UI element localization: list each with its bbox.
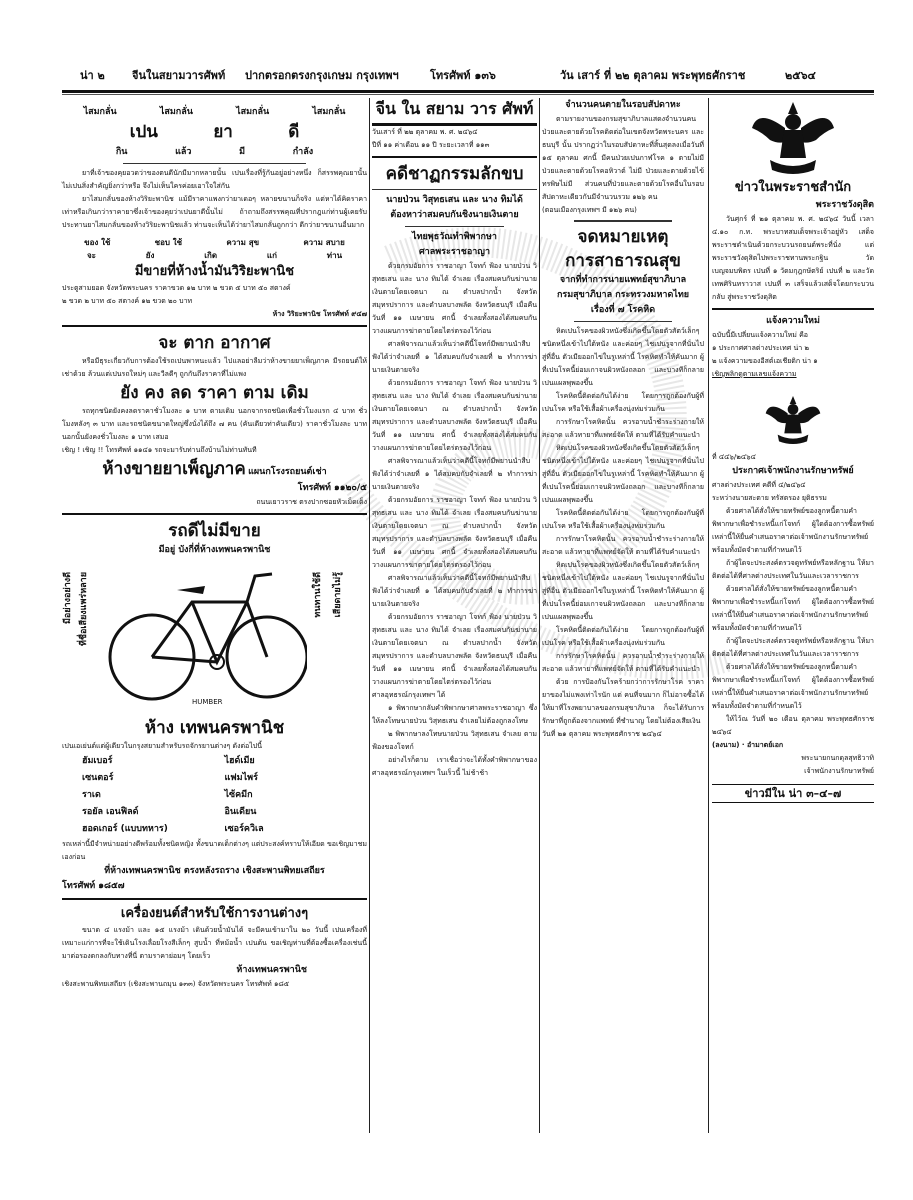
brand-item: ไฮด์เมีย bbox=[224, 756, 255, 766]
notice-title: การสาธารณสุข bbox=[565, 251, 681, 271]
column-divider bbox=[708, 98, 709, 1133]
notice-body: หิดเปนโรคของผิวหนังซึ่งเกิดขึ้นโดยตัวสัตว์เล็กๆ ชนิดหนึ่งเข้าไปใต้หนัง และค่อยๆ ไชเปนรูจากที่นั่นไปสู่ที่อื่น ตัวเมียออกไข่ในรูเหล่านี้ โรคหิดทำให้คันมาก ผู้ที่เปนโรคนี้ย่อมเกาจนผิวหนังถลอก และบางทีก็กลายเปนแผลพุพองขึ้น bbox=[542, 561, 704, 621]
stats-note: (ตอนเมืองกรุงเทพฯ มี ๑๒๖ คน) bbox=[542, 206, 637, 214]
brand-list bbox=[62, 753, 367, 838]
ad-vertical-text: ทนทานใช้ดี bbox=[313, 572, 323, 618]
brand-item: เซอร์ควิเล bbox=[224, 824, 264, 834]
article-body: ด้วยกรมอัยการ ราชอาญา โจทก์ ฟ้อง นายป่วน วิสุทธเสน และ นาง ทิมได้ จำเลย เรื่องสมคบกันฆ่านายเงินตายโดยเจตนา ณ ตำบลปากน้ำ จังหวัดสมุทรปราการ และตำบลบางพลัด จังหวัดธนบุรี เมื่อคืนวันที่ ๑๑ เมษายน ศกนี้ จำเลยทั้งสองได้สมคบกันวางแผนการฆ่าตายโดยไตร่ตรองไว้ก่อน bbox=[372, 379, 537, 452]
article-body: ด้วยกรมอัยการ ราชอาญา โจทก์ ฟ้อง นายป่วน วิสุทธเสน และ นาง ทิมได้ จำเลย เรื่องสมคบกันฆ่านายเงินตายโดยเจตนา ณ ตำบลปากน้ำ จังหวัดสมุทรปราการ และตำบลบางพลัด จังหวัดธนบุรี เมื่อคืนวันที่ ๑๑ เมษายน ศกนี้ จำเลยทั้งสองได้สมคบกันวางแผนการฆ่าตายโดยไตร่ตรองไว้ก่อน bbox=[372, 613, 537, 686]
ad-headline: เครื่องยนต์สำหรับใช้การงานต่างๆ bbox=[120, 906, 309, 921]
ad-subline-word: แล้ว bbox=[175, 147, 192, 157]
ad-intro: เปนเอเย่นต์แต่ผู้เดียวในกรุงสยามสำหรับรถจักรยานต่างๆ ดังต่อไปนี้ bbox=[62, 742, 262, 750]
ad-bicycle bbox=[62, 519, 367, 894]
notice-source: กรมสุขาภิบาล กระทรวงมหาดไทย bbox=[556, 290, 690, 300]
article-subhead: นายป่วน วิสุทธเสน และ นาง ทิมได้ bbox=[386, 195, 523, 205]
notice-body: ฉบับนี้มีเปลี่ยนแจ้งความใหม่ คือ bbox=[712, 331, 809, 339]
column-divider bbox=[369, 98, 370, 1133]
ad-somklan-medicine bbox=[62, 104, 367, 321]
ad-car-rental bbox=[62, 331, 367, 509]
ad-headline: รถดีไม่มีขาย bbox=[168, 521, 261, 541]
royal-news-body: วันศุกร์ ที่ ๒๑ ตุลาคม พ. ศ. ๒๔๖๔ วันนี้ เวลา ๔.๑๐ ก.ท. พระบาทสมเด็จพระเจ้าอยู่หัว เสด็จพระราชดำเนินด้วยกระบวนรถยนต์พระที่นั่ง แต่พระราชวังดุสิตไปพระราชทานพระกฐิน วัดเบญจมบพิตร เปนที่ ๑ วัดมกุฎกษัตริย์ เปนที่ ๒ และวัดเทพศิรินทราวาส เปนที่ ๓ เสร็จแล้วเสด็จโดยกระบวนกลับ สู่พระราชวังดุสิต bbox=[712, 215, 874, 301]
ad-address: ถนนเยาวราช ตรงปากซอยหัวเม็ดเต็ง bbox=[256, 498, 367, 506]
ad-contact: เชิญ ! เชิญ !! โทรศัพท์ ๑๑๔๑ รถจะมารับท่านถึงบ้านไม่ท่านทันที bbox=[62, 446, 257, 454]
ad-company: ห้างเทพนครพานิช bbox=[236, 965, 307, 975]
garuda-emblem-icon bbox=[748, 98, 838, 178]
ad-grid-cell: ความ สุข bbox=[226, 238, 260, 247]
article-subhead: ศาลพระราชอาญา bbox=[418, 247, 491, 257]
article-body: ด้วยกรมอัยการ ราชอาญา โจทก์ ฟ้อง นายป่วน วิสุทธเสน และ นาง ทิมได้ จำเลย เรื่องสมคบกันฆ่านายเงินตายโดยเจตนา ณ ตำบลปากน้ำ จังหวัดสมุทรปราการ และตำบลบางพลัด จังหวัดธนบุรี เมื่อคืนวันที่ ๑๑ เมษายน ศกนี้ จำเลยทั้งสองได้สมคบกันวางแผนการฆ่าตายโดยไตร่ตรองไว้ก่อน bbox=[372, 262, 537, 335]
decree-parties: ระหว่างนายสะตาย ทรัสตรอง ยุติธรรม bbox=[712, 494, 827, 502]
ad-headline: จะ ตาก อากาศ bbox=[158, 333, 271, 353]
notice-title: แจ้งความใหม่ bbox=[766, 316, 820, 326]
ad-phone: โทรศัพท์ ๑๘๕๗ bbox=[62, 881, 125, 891]
decree-signer-title: เจ้าพนักงานรักษาทรัพย์ bbox=[804, 767, 874, 775]
decree-body: ด้วยศาลได้สั่งให้ขายทรัพย์ของลูกหนี้ตามคำพิพากษาเพื่อชำระหนี้แก่โจทก์ ผู้ใดต้องการซื้อทรัพย์เหล่านี้ให้ยื่นคำเสนอราคาต่อเจ้าพนักงานรักษาทรัพย์ พร้อมทั้งมัดจำตามที่กำหนดไว้ bbox=[712, 585, 874, 632]
decree-court: ศาลต่างประเทศ คดีที่ ๔/๒๔๖๔ bbox=[712, 481, 806, 489]
ad-grid-cell: ชอบ ใช้ bbox=[154, 238, 183, 247]
notice-item: เชิญพลิกดูตามเลขแจ้งความ bbox=[712, 370, 797, 378]
issue-info: ปีที่ ๑๑ ค่าเดือน ๑๑ ปี ระยะเวลาที่ ๑๑๓ bbox=[372, 141, 490, 149]
ad-company: ห้าง เทพนครพานิช bbox=[144, 718, 285, 738]
ad-headline-word: ยา bbox=[213, 122, 233, 142]
column-court-news bbox=[372, 98, 537, 780]
ad-phone: โทรศัพท์ ๑๑๒๐/๕ bbox=[297, 483, 367, 493]
garuda-emblem-icon bbox=[763, 389, 823, 451]
decree-signed: (ลงนาม) · อำมาตย์เอก bbox=[712, 741, 784, 749]
paper-masthead: จีน ใน สยาม วาร ศัพท์ bbox=[372, 98, 537, 126]
ad-price: ประตูสามยอด จังหวัดพระนคร ราคาขวด ๑๒ บาท ๒ ขวด ๕ บาท ๕๐ สตางค์ bbox=[62, 284, 291, 292]
ad-brand-label: ไสมกลั่น bbox=[83, 107, 117, 117]
article-subhead: ไทยพุธวัณทำพิพากษา bbox=[412, 232, 497, 242]
bicycle-illustration-icon bbox=[107, 562, 307, 707]
stats-body: ตามรายงานของกรมสุขาภิบาลแสดงจำนวนคนป่วยและตายด้วยโรคติดต่อในเขตจังหวัดพระนคร และธนบุรี นั้น ปรากฏว่าในรอบสัปดาหะที่สิ้นสุดลงเมื่อวันที่ ๑๕ ตุลาคม ศกนี้ มีคนป่วยเปนกาฬโรค ๑ ตายไม่มี ป่วยและตายด้วยโรคอหิวาต์ ไม่มี ป่วยและตายด้วยไข้ทรพิษไม่มี ส่วนคนที่ป่วยและตายด้วยโรคอื่นในรอบสัปดาหะเดียวกันมีจำนวนรวม ๑๒๖ คน bbox=[542, 115, 704, 201]
article-body: ด้วยกรมอัยการ ราชอาญา โจทก์ ฟ้อง นายป่วน วิสุทธเสน และ นาง ทิมได้ จำเลย เรื่องสมคบกันฆ่านายเงินตายโดยเจตนา ณ ตำบลปากน้ำ จังหวัดสมุทรปราการ และตำบลบางพลัด จังหวัดธนบุรี เมื่อคืนวันที่ ๑๑ เมษายน ศกนี้ จำเลยทั้งสองได้สมคบกันวางแผนการฆ่าตายโดยไตร่ตรองไว้ก่อน bbox=[372, 496, 537, 569]
article-verdict-item: ๑ พิพากษากลับคำพิพากษาศาลพระราชอาญา ซึ่งให้ลงโทษนายป่วน วิสุทธเสน จำเลยไม่ต้องถูกลงโทษ bbox=[372, 704, 537, 725]
issue-info: วันเสาร์ ที่ ๒๒ ตุลาคม พ. ศ. ๒๔๖๔ bbox=[372, 128, 478, 136]
brand-item: แฟมไพร์ bbox=[224, 773, 258, 783]
continued-on-page: ข่าวมีใน น่า ๓–๔–๗ bbox=[712, 784, 874, 803]
ad-company-sub: แผนกโรงรถยนต์เช่า bbox=[248, 467, 327, 477]
notice-body: โรคหิดนี้ติดต่อกันได้ง่าย โดยการถูกต้องกับผู้ที่เปนโรค หรือใช้เสื้อผ้าเครื่องนุ่งห่มร่วมกัน bbox=[542, 392, 704, 413]
bicycle-brand-label: HUMBER bbox=[192, 698, 223, 706]
article-body: ศาลพิจารณาแล้วเห็นว่าคดีนี้โจทก์มีพยานนำสืบ ฟังได้ว่าจำเลยที่ ๑ ได้สมคบกับจำเลยที่ ๒ ทำการฆ่านายเงินตายจริง bbox=[372, 457, 537, 491]
article-verdict-item: ๒ พิพากษาลงโทษนายป่วน วิสุทธเสน จำเลย ตามฟ้องของโจทก์ bbox=[372, 730, 537, 751]
ad-grid-cell: จะ bbox=[86, 251, 96, 260]
brand-item: ไซ้คมีก bbox=[224, 790, 253, 800]
ad-address: ที่ห้างเทพนครพานิช ตรงหลังรถราง เชิงสะพานพิทยเสถียร bbox=[104, 866, 325, 876]
ad-grid-cell: ของ ใช้ bbox=[84, 238, 111, 247]
ad-seller: มีขายที่ห้างน้ำมันวิริยะพานิช bbox=[134, 264, 295, 279]
royal-news-title: ข่าวในพระราชสำนัก bbox=[734, 180, 852, 195]
paper-address: ปากตรอกตรงกรุงเกษม กรุงเทพฯ bbox=[245, 69, 399, 82]
paper-phone: โทรศัพท์ ๑๓๖ bbox=[430, 69, 496, 82]
page-number: น่า ๒ bbox=[80, 69, 105, 82]
ad-vertical-text: มีอย่างอย่างดี bbox=[63, 572, 73, 625]
notice-body: การรักษาโรคหิดนั้น ควรอาบน้ำชำระร่างกายให้สะอาด แล้วทายาที่แพทย์จัดให้ ตามที่ได้รับคำแนะนำ bbox=[542, 652, 704, 673]
article-closing: อย่างไรก็ตาม เราเชื่อว่าจะได้ทั้งคำพิพากษาของศาลอุทธรณ์กรุงเทพฯ ในเร็วนี้ ไม่ช้าช้า bbox=[372, 756, 537, 777]
column-royal-news bbox=[712, 98, 874, 803]
decree-closing: ให้ไว้ณ วันที่ ๒๐ เดือน ตุลาคม พระพุทธศักราช ๒๔๖๔ bbox=[712, 715, 874, 736]
brand-item: อินเดียน bbox=[224, 807, 257, 817]
ad-body: ยาไสมกลั่นของห้างวิริยะพานิช แม้มีราคาแพงกว่ายาเดอๆ หลายขนานก็จริง แต่หาได้คิดราคาเท่าหรือเกินกว่าราคายาซึ่งเจ้าของคุยว่าเปนยาดีนั้นไม่ ถ้าถามถึงสรรพคุณที่ปรากฎแก่ท่านผู้เคยรับประทานยาไสมกลั่นของห้างวิริยะพานิชแล้ว ท่านจะเห็นได้ว่ายาไสมกลั่นถูกกว่า ดีกว่ายาขนานอื่นมาก bbox=[62, 195, 367, 229]
notice-body: การรักษาโรคหิดนั้น ควรอาบน้ำชำระร่างกายให้สะอาด แล้วทายาที่แพทย์จัดให้ ตามที่ได้รับคำแนะนำ bbox=[542, 418, 704, 439]
ad-headline-word: ดี bbox=[288, 122, 300, 142]
ad-subline-word: กำลัง bbox=[292, 147, 314, 157]
ad-vertical-text: เสียดายไม่รู้ bbox=[333, 572, 343, 618]
ad-body: รถทุกชนิดยังคงลดราคาชั่วโมงละ ๑ บาท ตามเดิม นอกจากรถชนิดเพื่อชั่วโมงแรก ๔ บาท ชั่วโมงหลังๆ ๓ บาท และรถชนิดขนาดใหญ่ซึ่งนั่งได้ถึง ๗ คน (คันเดียวท่าคันเดียว) ราคาชั่วโมงละ บาท นอกนั้นยังคงชั่วโมงละ ๑ บาท เสมอ bbox=[62, 407, 367, 441]
ad-body: ขนาด ๔ แรงม้า และ ๑๕ แรงม้า เดินด้วยน้ำมันได้ จะมีคนเข้ามาใน ๒๐ วันนี้ เปนเครื่องที่เหมาะแก่การที่จะใช้เดินโรงเลื่อยโรงสีเล็กๆ สูบน้ำ ที่หม้อน้ำ เปนต้น ขอเชิญท่านที่ต้องซื้อเครื่องเช่นนี้ มาต่อรองตกลงกับทางที่นี่ ตามราคาย่อมๆ โดยเร็ว bbox=[62, 926, 367, 960]
decree-body: ถ้าผู้ใดจะประสงค์ตรวจดูทรัพย์หรือหลักฐาน ให้มาติดต่อได้ที่ศาลต่างประเทศในวันและเวลาราชการ bbox=[712, 559, 874, 580]
ad-company: ห้างขายยาเพ็ญภาค bbox=[102, 459, 246, 479]
ad-subhead: ยัง คง ลด ราคา ตาม เดิม bbox=[120, 383, 309, 403]
decree-body: ถ้าผู้ใดจะประสงค์ตรวจดูทรัพย์หรือหลักฐาน ให้มาติดต่อได้ที่ศาลต่างประเทศในวันและเวลาราชการ bbox=[712, 637, 874, 658]
ad-body: ยาที่เจ้าของคุยอวดว่าของตนดีนักมีมากหลายนั้น เปนเรื่องที่รู้กันอยู่อย่างหนึ่ง ก็สรรพคุณยานั้นไม่เปนสิ่งสำคัญยิ่งกว่าหรือ จึงไม่เห็นใครค่อยเอาใจใส่กัน bbox=[62, 169, 367, 190]
notice-closing: ด้วย การป้องกันโรคร้ายกว่าการรักษาโรค ราคายาของไม่แพงเท่าไรนัก แต่ คนที่จนมาก ก็ไม่อาจซื้อได้ ให้มาที่โรงพยาบาลของกรมสุขาภิบาล ก็จะได้รับการรักษาที่ถูกต้องจากแพทย์ ที่ชำนาญ โดยไม่ต้องเสียเงิน bbox=[542, 678, 704, 725]
ad-brand-label: ไสมกลั่น bbox=[312, 107, 346, 117]
ad-body: หรือมีธุระเกี่ยวกับการต้องใช้รถเปนพาหนะแล้ว ไปแลอย่าลืมว่าห้างขายยาเพ็ญภาค มีรถยนต์ให้เช่าด้วย ล้วนแต่เปนรถใหม่ๆ และวีลดีๆ ถูกกันถึงราคาที่ไม่แพง bbox=[62, 357, 367, 378]
ad-grid-cell: เกิด bbox=[204, 251, 218, 260]
ad-price: ๒ ขวด ๒ บาท ๕๐ สตางค์ ๑๒ ขวด ๒๐ บาท bbox=[62, 297, 193, 305]
column-public-health bbox=[542, 98, 704, 741]
issue-year: ๒๕๖๔ bbox=[785, 69, 816, 82]
notice-body: หิดเปนโรคของผิวหนังซึ่งเกิดขึ้นโดยตัวสัตว์เล็กๆ ชนิดหนึ่งเข้าไปใต้หนัง และค่อยๆ ไชเปนรูจากที่นั่นไปสู่ที่อื่น ตัวเมียออกไข่ในรูเหล่านี้ โรคหิดทำให้คันมาก ผู้ที่เปนโรคนี้ย่อมเกาจนผิวหนังถลอก และบางทีก็กลายเปนแผลพุพองขึ้น bbox=[542, 327, 704, 387]
ad-subhead: มีอยู่ บังกี่ที่ห้างเทพนครพานิช bbox=[158, 545, 271, 555]
notice-body: การรักษาโรคหิดนั้น ควรอาบน้ำชำระร่างกายให้สะอาด แล้วทายาที่แพทย์จัดให้ ตามที่ได้รับคำแนะนำ bbox=[542, 535, 704, 556]
brand-item: ราเด bbox=[82, 790, 101, 800]
header-rule-thin bbox=[62, 94, 874, 95]
paper-name: จีนในสยามวารศัพท์ bbox=[132, 69, 226, 82]
ad-brand-label: ไสมกลั่น bbox=[236, 107, 270, 117]
notice-body: โรคหิดนี้ติดต่อกันได้ง่าย โดยการถูกต้องกับผู้ที่เปนโรค หรือใช้เสื้อผ้าเครื่องนุ่งห่มร่วมกัน bbox=[542, 626, 704, 647]
ad-signature: ห้าง วิริยะพานิช โทรศัพท์ ๙๔๗ bbox=[272, 310, 367, 318]
ad-subline-word: กิน bbox=[115, 147, 128, 157]
ad-vertical-text: ที่ชื่อเสียงแพร่หลาย bbox=[79, 572, 89, 647]
notice-body: โรคหิดนี้ติดต่อกันได้ง่าย โดยการถูกต้องกับผู้ที่เปนโรค หรือใช้เสื้อผ้าเครื่องนุ่งห่มร่วมกัน bbox=[542, 509, 704, 530]
decree-body: ด้วยศาลได้สั่งให้ขายทรัพย์ของลูกหนี้ตามคำพิพากษาเพื่อชำระหนี้แก่โจทก์ ผู้ใดต้องการซื้อทรัพย์เหล่านี้ให้ยื่นคำเสนอราคาต่อเจ้าพนักงานรักษาทรัพย์ พร้อมทั้งมัดจำตามที่กำหนดไว้ bbox=[712, 507, 874, 554]
royal-news-location: พระราชวังดุสิต bbox=[815, 200, 874, 210]
column-advertisements bbox=[62, 98, 367, 991]
article-body: ศาลพิจารณาแล้วเห็นว่าคดีนี้โจทก์มีพยานนำสืบ ฟังได้ว่าจำเลยที่ ๑ ได้สมคบกับจำเลยที่ ๒ ทำการฆ่านายเงินตายจริง bbox=[372, 574, 537, 608]
notice-item: ๑ ประกาศศาลต่างประเทศ น่า ๒ bbox=[712, 344, 809, 352]
brand-item: ฮัมเบอร์ bbox=[82, 756, 113, 766]
notice-date: วันที่ ๒๑ ตุลาคม พระพุทธศักราช ๒๔๖๔ bbox=[542, 730, 662, 738]
ad-grid-cell: แก่ bbox=[266, 251, 277, 260]
ad-headline-word: เปน bbox=[129, 122, 158, 142]
decree-title: ประกาศเจ้าพนักงานรักษาทรัพย์ bbox=[732, 466, 854, 476]
decree-signer-name: พระนายกนกดุลสุทธิวาทิ bbox=[801, 754, 874, 762]
ad-address: เชิงสะพานพิทยเสถียร (เชิงสะพานถมุน ๑๓๓) จังหวัดพระนคร โทรศัพท์ ๑๘๕ bbox=[62, 980, 290, 988]
brand-item: รอยัล เอนฟิลด์ bbox=[82, 807, 139, 817]
ad-engines bbox=[62, 904, 367, 991]
header-rule bbox=[62, 90, 874, 93]
ad-subline-word: มี bbox=[239, 147, 246, 157]
notice-topic: เรื่องที่ ๗ โรคหิด bbox=[590, 305, 656, 315]
article-verdict: ศาลอุทธรณ์กรุงเทพฯ ได้ bbox=[372, 691, 446, 699]
ad-brand-label: ไสมกลั่น bbox=[159, 107, 193, 117]
notice-source: จากที่ทำการนายแพทย์สุขาภิบาล bbox=[559, 275, 687, 285]
ad-grid-cell: ยัง bbox=[145, 251, 155, 260]
brand-item: ฮอดเกอร์ (แบบทหาร) bbox=[82, 824, 168, 834]
notice-title: จดหมายเหตุ bbox=[577, 227, 669, 247]
ad-grid-cell: ท่าน bbox=[326, 251, 343, 260]
notice-item: ๒ แจ้งความของอีสต์เอเชียติก น่า ๑ bbox=[712, 357, 818, 365]
page-header bbox=[80, 66, 860, 86]
decree-body: ด้วยศาลได้สั่งให้ขายทรัพย์ของลูกหนี้ตามคำพิพากษาเพื่อชำระหนี้แก่โจทก์ ผู้ใดต้องการซื้อทรัพย์เหล่านี้ให้ยื่นคำเสนอราคาต่อเจ้าพนักงานรักษาทรัพย์ พร้อมทั้งมัดจำตามที่กำหนดไว้ bbox=[712, 663, 874, 710]
issue-date: วัน เสาร์ ที่ ๒๒ ตุลาคม พระพุทธศักราช bbox=[560, 69, 746, 82]
ad-grid-cell: ความ สบาย bbox=[303, 238, 345, 247]
notice-body: หิดเปนโรคของผิวหนังซึ่งเกิดขึ้นโดยตัวสัตว์เล็กๆ ชนิดหนึ่งเข้าไปใต้หนัง และค่อยๆ ไชเปนรูจากที่นั่นไปสู่ที่อื่น ตัวเมียออกไข่ในรูเหล่านี้ โรคหิดทำให้คันมาก ผู้ที่เปนโรคนี้ย่อมเกาจนผิวหนังถลอก และบางทีก็กลายเปนแผลพุพองขึ้น bbox=[542, 444, 704, 504]
bicycle-illustration bbox=[62, 562, 367, 712]
column-divider bbox=[539, 98, 540, 1133]
brand-item: เซนตอร์ bbox=[82, 773, 114, 783]
article-body: ศาลพิจารณาแล้วเห็นว่าคดีนี้โจทก์มีพยานนำสืบ ฟังได้ว่าจำเลยที่ ๑ ได้สมคบกับจำเลยที่ ๒ ทำการฆ่านายเงินตายจริง bbox=[372, 340, 537, 374]
article-subhead: ต้องหาว่าสมคบกันชิงนายเงินตาย bbox=[390, 210, 519, 220]
stats-title: จำนวนคนตายในรอบสัปดาหะ bbox=[565, 100, 681, 110]
article-headline: คดีชาฏกรรมลักขบ bbox=[385, 164, 524, 184]
reference-number: ที่ ๔๔๖/๒๔๖๔ bbox=[712, 453, 756, 461]
ad-note: รถเหล่านี้มีจำหน่ายอย่างดีพร้อมทั้งชนิดหญิง ทั้งขนาดเด็กต่างๆ แต่ประสงค์ทราบให้เอียด ขอเชิญมาชมเองก่อน bbox=[62, 840, 367, 861]
